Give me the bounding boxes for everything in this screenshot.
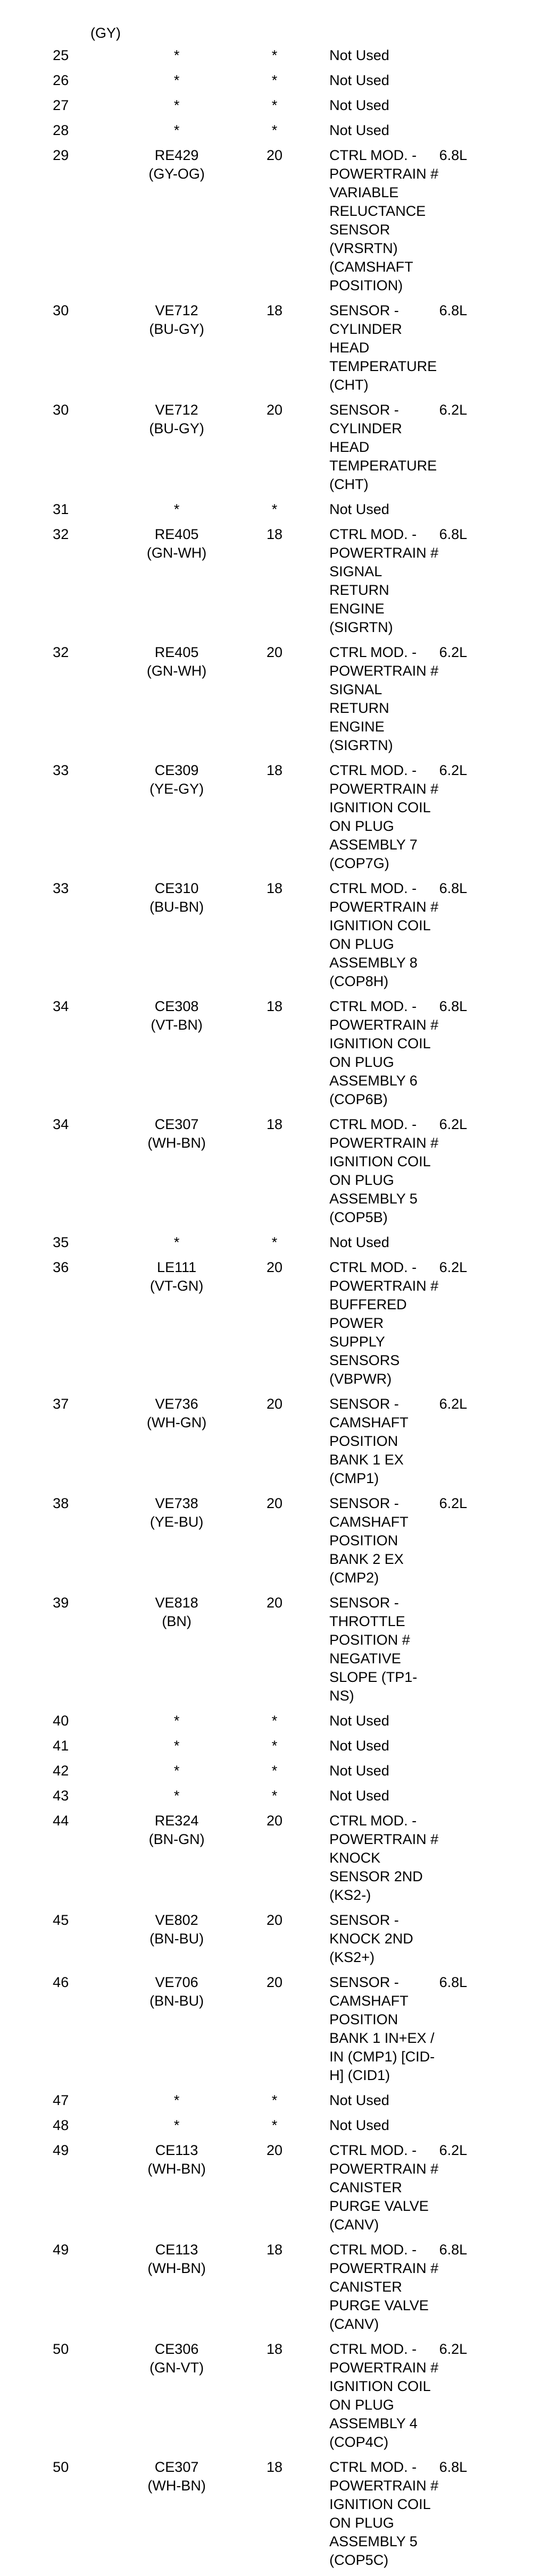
circuit-cell (110, 1812, 219, 1905)
row-gap (0, 2334, 549, 2340)
circuit-cell (110, 1594, 219, 1705)
circuit-description: CTRL MOD. - POWERTRAIN # CANISTER PURGE VALVE (CANV) (329, 2242, 439, 2332)
wire-gauge: 20 (266, 1495, 282, 1511)
row-gap (0, 2570, 549, 2576)
pin-number: 33 (53, 762, 69, 778)
table-row (0, 401, 549, 494)
circuit-description: SENSOR - CYLINDER HEAD TEMPERATURE (CHT) (329, 402, 437, 492)
row-gap (0, 1388, 549, 1395)
engine-variant (439, 2116, 549, 2135)
circuit-description: CTRL MOD. - POWERTRAIN # IGNITION COIL ON PLUG ASSEMBLY 7 (COP7G) (329, 762, 439, 871)
wire-color: (YE-GY) (149, 781, 204, 797)
engine-variant (439, 46, 549, 65)
pin-number: 34 (53, 1116, 69, 1132)
pin-number: 34 (53, 998, 69, 1014)
circuit-code: RE405 (154, 644, 199, 660)
engine-variant: 6.2L (439, 1259, 468, 1275)
circuit-description: Not Used (329, 47, 389, 63)
circuit-cell (110, 1737, 219, 1755)
row-gap (0, 1587, 549, 1594)
circuit-code: VE712 (155, 302, 198, 318)
wire-gauge: * (271, 47, 278, 63)
circuit-code: CE307 (154, 2459, 199, 2475)
row-gap (0, 755, 549, 761)
circuit-cell (110, 997, 219, 1109)
circuit-cell (110, 1258, 219, 1388)
pin-number: 47 (53, 2092, 69, 2108)
pin-number: 31 (53, 501, 69, 517)
circuit-cell (110, 2340, 219, 2452)
engine-variant: 6.8L (439, 526, 468, 542)
wire-gauge: 20 (266, 1595, 282, 1611)
circuit-code: CE113 (155, 2242, 198, 2258)
circuit-cell (110, 1233, 219, 1252)
circuit-code: * (173, 1713, 180, 1729)
wire-gauge: 18 (266, 998, 282, 1014)
row-gap (0, 295, 549, 301)
pin-number: 32 (53, 526, 69, 542)
wire-gauge: * (271, 1234, 278, 1250)
circuit-description: SENSOR - THROTTLE POSITION # NEGATIVE SLOPE (TP1-NS) (329, 1595, 418, 1704)
pin-number: 50 (53, 2341, 69, 2357)
circuit-cell (110, 1762, 219, 1780)
circuit-cell (110, 121, 219, 140)
wire-gauge: 18 (266, 302, 282, 318)
wire-gauge: 18 (266, 1116, 282, 1132)
circuit-cell (110, 1494, 219, 1587)
row-gap (0, 115, 549, 121)
circuit-description: CTRL MOD. - POWERTRAIN # KNOCK SENSOR 2ND (KS2-) (329, 1813, 439, 1903)
circuit-description: CTRL MOD. - POWERTRAIN # IGNITION COIL ON PLUG ASSEMBLY 5 (COP5B) (329, 1116, 439, 1225)
row-gap (0, 2085, 549, 2091)
circuit-cell (110, 1973, 219, 2085)
circuit-code: VE738 (155, 1495, 198, 1511)
circuit-code: LE111 (157, 1259, 197, 1275)
table-row (0, 1494, 549, 1587)
wire-color: (VT-BN) (151, 1017, 203, 1033)
table-row (0, 1911, 549, 1967)
wire-gauge: 20 (266, 402, 282, 418)
wire-gauge: 20 (266, 1259, 282, 1275)
engine-variant: 6.8L (439, 880, 468, 896)
table-row (0, 2141, 549, 2234)
circuit-description: Not Used (329, 2117, 389, 2133)
circuit-description: Not Used (329, 501, 389, 517)
table-row (0, 71, 549, 90)
circuit-code: CE307 (154, 1116, 199, 1132)
pin-number: 33 (53, 880, 69, 896)
pin-number: 26 (53, 72, 69, 88)
circuit-code: * (173, 501, 180, 517)
engine-variant (439, 1812, 549, 1905)
circuit-code: RE429 (154, 147, 199, 163)
row-gap (0, 1252, 549, 1258)
engine-variant (439, 1594, 549, 1705)
engine-variant (439, 96, 549, 115)
table-row (0, 761, 549, 873)
engine-variant (439, 1233, 549, 1252)
wire-gauge: * (271, 97, 278, 113)
table-row (0, 1594, 549, 1705)
circuit-cell (110, 46, 219, 65)
wire-gauge: * (271, 1738, 278, 1754)
pin-number: 39 (53, 1595, 69, 1611)
engine-variant (439, 500, 549, 519)
circuit-code: * (173, 1763, 180, 1779)
wire-gauge: 20 (266, 2142, 282, 2158)
circuit-cell (110, 643, 219, 755)
circuit-code: * (173, 2092, 180, 2108)
circuit-cell (110, 525, 219, 637)
wire-gauge: * (271, 1713, 278, 1729)
table-row (0, 2458, 549, 2570)
table-row (0, 1712, 549, 1730)
pin-number: 30 (53, 302, 69, 318)
engine-variant: 6.2L (439, 1396, 468, 1412)
circuit-description: CTRL MOD. - POWERTRAIN # SIGNAL RETURN ENGINE (SIGRTN) (329, 526, 439, 635)
spacer-row (0, 21, 549, 46)
wire-color: (WH-BN) (147, 1135, 206, 1151)
table-row (0, 500, 549, 519)
circuit-code: * (173, 1788, 180, 1804)
engine-variant: 6.8L (439, 147, 468, 163)
row-gap (0, 1488, 549, 1494)
engine-variant: 6.8L (439, 1974, 468, 1990)
engine-variant: 6.2L (439, 2341, 468, 2357)
wire-color: (WH-BN) (147, 2161, 206, 2177)
wire-gauge: 20 (266, 1396, 282, 1412)
circuit-code: VE736 (155, 1396, 198, 1412)
circuit-code: CE309 (154, 762, 199, 778)
circuit-description: Not Used (329, 1763, 389, 1779)
row-gap (0, 2135, 549, 2141)
pin-number: 45 (53, 1912, 69, 1928)
circuit-description: Not Used (329, 1738, 389, 1754)
circuit-description: CTRL MOD. - POWERTRAIN # VARIABLE RELUCTANCE SENSOR (VRSRTN) (CAMSHAFT POSITION) (329, 147, 439, 293)
circuit-description: CTRL MOD. - POWERTRAIN # IGNITION COIL ON PLUG ASSEMBLY 6 (COP6B) (329, 998, 439, 1107)
table-row (0, 1787, 549, 1805)
table-row (0, 1258, 549, 1388)
row-gap (0, 1755, 549, 1762)
table-row (0, 643, 549, 755)
engine-variant (439, 1712, 549, 1730)
engine-variant: 6.2L (439, 2142, 468, 2158)
circuit-description: CTRL MOD. - POWERTRAIN # CANISTER PURGE VALVE (CANV) (329, 2142, 439, 2233)
pin-number: 48 (53, 2117, 69, 2133)
row-gap (0, 1730, 549, 1737)
circuit-cell (110, 2141, 219, 2234)
row-gap (0, 1705, 549, 1712)
table-row (0, 1973, 549, 2085)
table-row (0, 1395, 549, 1488)
circuit-code: VE712 (155, 402, 198, 418)
pin-number: 25 (53, 47, 69, 63)
table-row (0, 525, 549, 637)
pin-number: 43 (53, 1788, 69, 1804)
circuit-cell (110, 1115, 219, 1227)
circuit-description: CTRL MOD. - POWERTRAIN # SIGNAL RETURN ENGINE (SIGRTN) (329, 644, 439, 753)
row-gap (0, 519, 549, 525)
circuit-description: CTRL MOD. - POWERTRAIN # IGNITION COIL ON PLUG ASSEMBLY 5 (COP5C) (329, 2459, 439, 2568)
circuit-code: VE706 (155, 1974, 198, 1990)
table-row (0, 121, 549, 140)
circuit-description: CTRL MOD. - POWERTRAIN # IGNITION COIL ON PLUG ASSEMBLY 8 (COP8H) (329, 880, 439, 989)
circuit-description: SENSOR - CYLINDER HEAD TEMPERATURE (CHT) (329, 302, 437, 393)
pin-number: 32 (53, 644, 69, 660)
circuit-cell (110, 500, 219, 519)
row-gap (0, 2110, 549, 2116)
wire-color: (YE-BU) (149, 1514, 204, 1530)
row-gap (0, 2234, 549, 2241)
pin-number: 41 (53, 1738, 69, 1754)
circuit-cell (110, 1395, 219, 1488)
wire-color: (GY-OG) (148, 166, 205, 182)
circuit-cell (110, 301, 219, 394)
circuit-code: * (173, 47, 180, 63)
engine-variant: 6.8L (439, 2242, 468, 2258)
row-gap (0, 873, 549, 879)
pin-number: 49 (53, 2242, 69, 2258)
circuit-description: CTRL MOD. - POWERTRAIN # IGNITION COIL ON PLUG ASSEMBLY 4 (COP4C) (329, 2341, 439, 2450)
engine-variant (439, 1762, 549, 1780)
engine-variant (439, 2091, 549, 2110)
wire-gauge: * (271, 2092, 278, 2108)
circuit-code: VE818 (155, 1595, 198, 1611)
row-gap (0, 1967, 549, 1973)
circuit-cell (110, 71, 219, 90)
pin-number: 42 (53, 1763, 69, 1779)
circuit-code: * (173, 1738, 180, 1754)
circuit-description: CTRL MOD. - POWERTRAIN # BUFFERED POWER SUPPLY SENSORS (VBPWR) (329, 1259, 439, 1387)
row-gap (0, 1227, 549, 1233)
row-gap (0, 65, 549, 71)
circuit-description: Not Used (329, 2092, 389, 2108)
wire-color: (BU-GY) (149, 420, 204, 436)
circuit-description: Not Used (329, 1234, 389, 1250)
circuit-description: Not Used (329, 1788, 389, 1804)
table-row (0, 146, 549, 295)
wire-gauge: 18 (266, 2459, 282, 2475)
pin-number: 30 (53, 402, 69, 418)
engine-variant (439, 1737, 549, 1755)
wire-color: (GN-VT) (149, 2360, 204, 2376)
row-gap (0, 394, 549, 401)
wire-gauge: * (271, 501, 278, 517)
pin-number: 40 (53, 1713, 69, 1729)
wire-color: (WH-BN) (147, 2260, 206, 2276)
circuit-cell (110, 2116, 219, 2135)
engine-variant (439, 121, 549, 140)
engine-variant: 6.2L (439, 762, 468, 778)
table-row (0, 1762, 549, 1780)
row-gap (0, 90, 549, 96)
circuit-description: Not Used (329, 122, 389, 138)
circuit-code: * (173, 2117, 180, 2133)
wire-color: (BN-BU) (149, 1993, 204, 2009)
circuit-description: SENSOR - KNOCK 2ND (KS2+) (329, 1912, 413, 1965)
wire-color: (GN-WH) (146, 663, 207, 679)
wire-gauge: 18 (266, 2242, 282, 2258)
row-gap (0, 1905, 549, 1911)
circuit-code: VE802 (155, 1912, 198, 1928)
circuit-cell (110, 879, 219, 991)
table-row (0, 46, 549, 65)
engine-variant: 6.2L (439, 1116, 468, 1132)
row-gap (0, 1805, 549, 1812)
table-row (0, 997, 549, 1109)
circuit-description: Not Used (329, 97, 389, 113)
wire-color: (VT-GN) (149, 1278, 204, 1294)
row-gap (0, 140, 549, 146)
circuit-description: SENSOR - CAMSHAFT POSITION BANK 2 EX (CMP2) (329, 1495, 409, 1586)
engine-variant: 6.8L (439, 2459, 468, 2475)
circuit-description: SENSOR - CAMSHAFT POSITION BANK 1 IN+EX / IN (CMP1) [CID-H] (CID1) (329, 1974, 435, 2083)
table-row (0, 2241, 549, 2334)
circuit-description: Not Used (329, 72, 389, 88)
pin-number: 49 (53, 2142, 69, 2158)
wire-gauge: * (271, 1763, 278, 1779)
table-row (0, 1233, 549, 1252)
pin-number: 27 (53, 97, 69, 113)
wire-color: (BN-GN) (148, 1831, 205, 1847)
row-gap (0, 637, 549, 643)
wire-gauge: * (271, 2117, 278, 2133)
continued-color-code: (GY) (90, 25, 121, 41)
circuit-code: CE113 (155, 2142, 198, 2158)
circuit-cell (110, 96, 219, 115)
circuit-description: SENSOR - CAMSHAFT POSITION BANK 1 EX (CMP1) (329, 1396, 409, 1486)
circuit-code: * (173, 97, 180, 113)
wire-gauge: * (271, 72, 278, 88)
wire-color: (WH-GN) (146, 1415, 207, 1430)
wire-gauge: 18 (266, 526, 282, 542)
circuit-code: * (173, 122, 180, 138)
wire-gauge: 20 (266, 1974, 282, 1990)
circuit-code: RE324 (154, 1813, 199, 1829)
circuit-code: CE308 (154, 998, 199, 1014)
circuit-cell (110, 146, 219, 295)
table-row (0, 2091, 549, 2110)
row-gap (0, 494, 549, 500)
engine-variant (439, 1911, 549, 1967)
table-row (0, 1737, 549, 1755)
table-row (0, 2340, 549, 2452)
circuit-cell (110, 1787, 219, 1805)
pin-number: 46 (53, 1974, 69, 1990)
row-gap (0, 2452, 549, 2458)
circuit-cell (110, 1911, 219, 1967)
wire-gauge: * (271, 1788, 278, 1804)
circuit-cell (110, 2091, 219, 2110)
pin-number: 29 (53, 147, 69, 163)
pin-number: 36 (53, 1259, 69, 1275)
table-row (0, 301, 549, 394)
wire-gauge: 18 (266, 2341, 282, 2357)
engine-variant: 6.8L (439, 998, 468, 1014)
pin-number: 50 (53, 2459, 69, 2475)
circuit-description: Not Used (329, 1713, 389, 1729)
table-row (0, 2116, 549, 2135)
circuit-code: CE306 (154, 2341, 199, 2357)
wire-color: (BN) (162, 1613, 192, 1629)
table-row (0, 1812, 549, 1905)
circuit-code: * (173, 1234, 180, 1250)
engine-variant: 6.8L (439, 302, 468, 318)
pin-number: 28 (53, 122, 69, 138)
wire-gauge: * (271, 122, 278, 138)
circuit-cell (110, 2458, 219, 2570)
row-gap (0, 1780, 549, 1787)
pin-number: 38 (53, 1495, 69, 1511)
wire-gauge: 18 (266, 880, 282, 896)
wire-gauge: 20 (266, 644, 282, 660)
engine-variant: 6.2L (439, 402, 468, 418)
table-row (0, 96, 549, 115)
table-row (0, 1115, 549, 1227)
wire-color: (BU-GY) (149, 321, 204, 337)
table-row (0, 879, 549, 991)
wire-color: (BN-BU) (149, 1931, 204, 1947)
wire-color: (BU-BN) (149, 899, 204, 915)
circuit-cell (110, 1712, 219, 1730)
circuit-code: * (173, 72, 180, 88)
row-gap (0, 1109, 549, 1115)
circuit-cell (110, 761, 219, 873)
wire-color: (GN-WH) (146, 545, 207, 561)
circuit-cell (110, 401, 219, 494)
circuit-code: RE405 (154, 526, 199, 542)
pin-number: 44 (53, 1813, 69, 1829)
wire-color: (WH-BN) (147, 2478, 206, 2494)
wire-gauge: 18 (266, 762, 282, 778)
circuit-cell (110, 2241, 219, 2334)
pin-number: 35 (53, 1234, 69, 1250)
wire-gauge: 20 (266, 147, 282, 163)
wire-gauge: 20 (266, 1813, 282, 1829)
wire-gauge: 20 (266, 1912, 282, 1928)
row-gap (0, 991, 549, 997)
pin-number: 37 (53, 1396, 69, 1412)
engine-variant (439, 71, 549, 90)
connector-pinout-table (0, 21, 549, 2576)
engine-variant (439, 1787, 549, 1805)
engine-variant: 6.2L (439, 644, 468, 660)
engine-variant: 6.2L (439, 1495, 468, 1511)
circuit-code: CE310 (154, 880, 199, 896)
